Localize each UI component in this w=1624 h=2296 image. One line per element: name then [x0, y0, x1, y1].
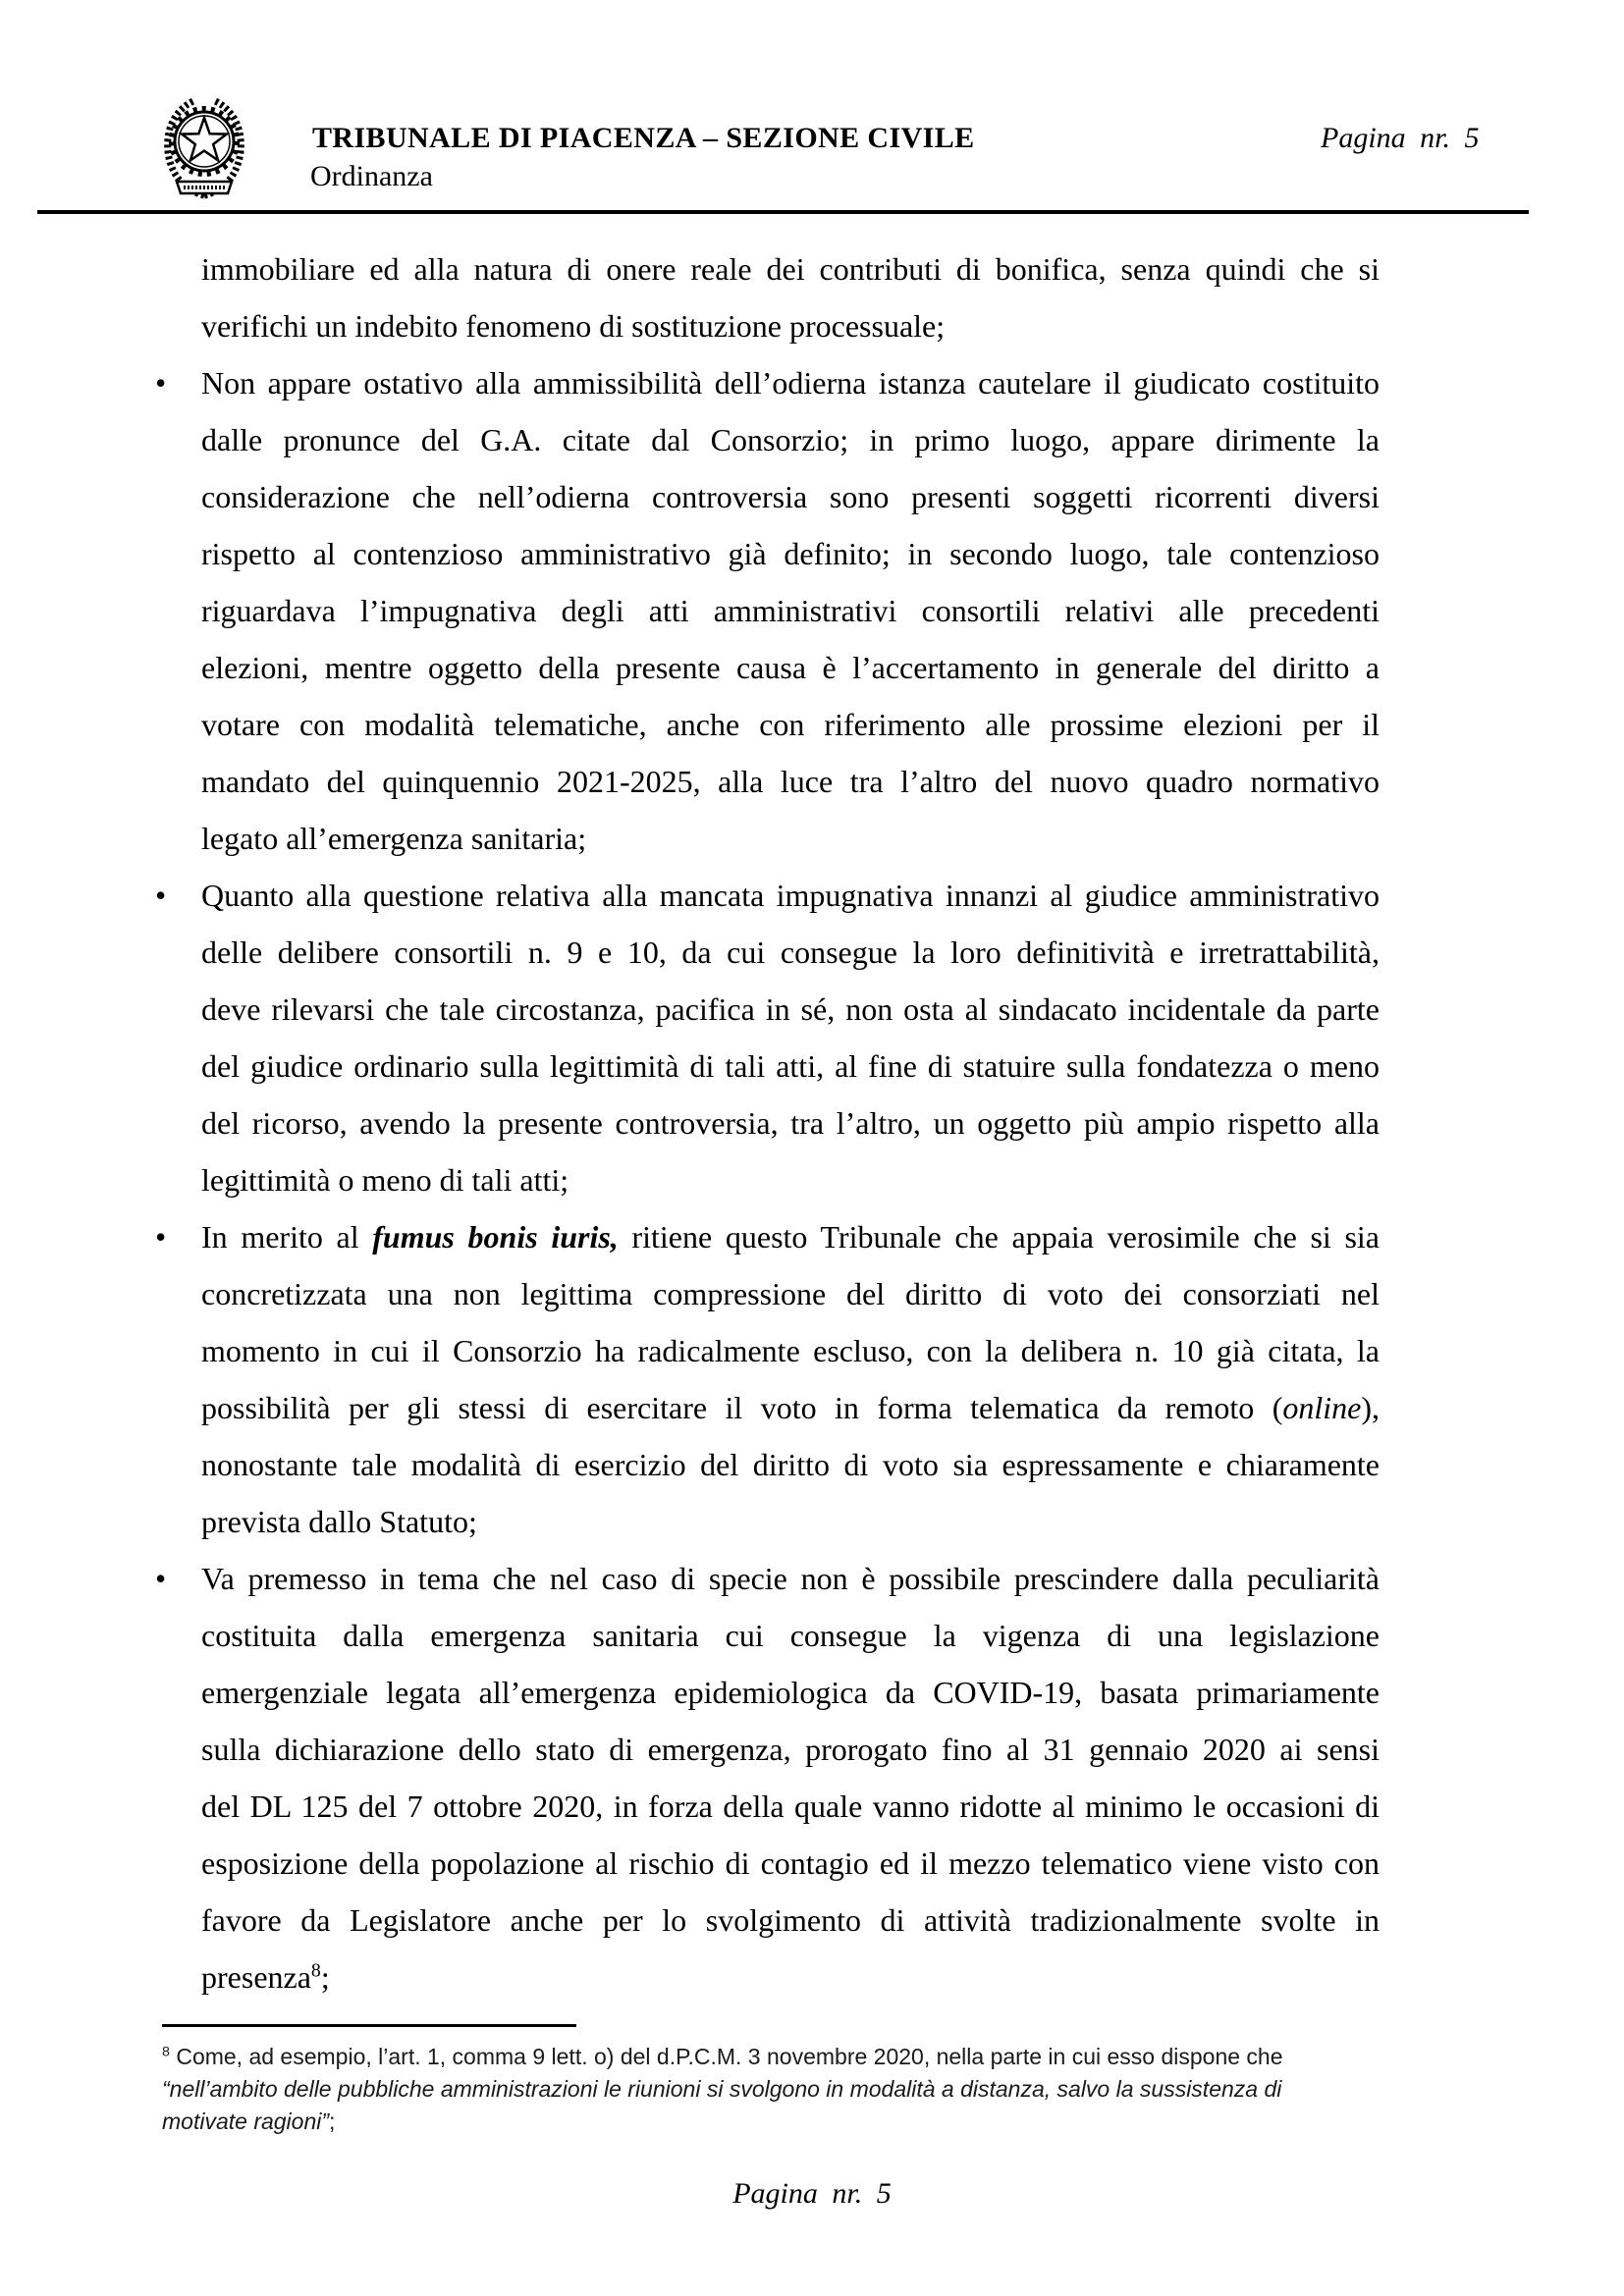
text-segment: nonostante tale modalità di esercizio del diritto di voto sia espressamente e chiaramente: [201, 1447, 1380, 1482]
bullet-marker: •: [155, 1561, 167, 1596]
body-line: [201, 1038, 1380, 1095]
header-divider: [37, 210, 1529, 214]
text-segment: Va premesso in tema che nel caso di specie non è possibile prescindere dalla peculiarità: [201, 1561, 1380, 1596]
text-segment: momento in cui il Consorzio ha radicalmente escluso, con la delibera n. 10 già citata, la: [201, 1333, 1380, 1368]
body-line: [155, 867, 1380, 924]
body-line: [201, 1721, 1380, 1778]
text-segment: riguardava l’impugnativa degli atti amministrativi consortili relativi alle precedenti: [201, 593, 1380, 628]
body-line: [201, 753, 1380, 810]
text-segment: votare con modalità telematiche, anche con riferimento alle prossime elezioni per il: [201, 707, 1380, 742]
text-segment: ritiene questo Tribunale che appaia verosimile che si sia: [618, 1219, 1380, 1255]
text-segment: prevista dallo Statuto;: [201, 1504, 477, 1539]
body-line: [201, 297, 1380, 354]
text-segment: Non appare ostativo alla ammissibilità dell’odierna istanza cautelare il giudicato costituito: [201, 365, 1380, 400]
text-segment: costituita dalla emergenza sanitaria cui consegue la vigenza di una legislazione: [201, 1618, 1380, 1653]
body-line: [201, 525, 1380, 582]
text-segment: deve rilevarsi che tale circostanza, pacifica in sé, non osta al sindacato incidentale da parte: [201, 991, 1380, 1027]
text-segment: legittimità o meno di tali atti;: [201, 1162, 569, 1198]
body-line: [201, 696, 1380, 753]
body-line: [201, 1892, 1380, 1949]
text-segment: Come, ad esempio, l’art. 1, comma 9 lett. o) del d.P.C.M. 3 novembre 2020, nella parte in cui esso dispone che: [169, 2044, 1283, 2069]
body-line: [201, 1095, 1380, 1151]
body-line: [201, 1322, 1380, 1379]
text-segment: legato all’emergenza sanitaria;: [201, 821, 587, 856]
body-line: [201, 1607, 1380, 1664]
body-line: [155, 1208, 1380, 1265]
text-segment: presenza: [201, 1959, 311, 1995]
text-segment-sup: 8: [162, 2044, 170, 2060]
text-segment: In merito al: [201, 1219, 373, 1255]
body-line: [201, 1778, 1380, 1835]
italian-republic-emblem-icon: [155, 95, 253, 200]
body-line: [201, 1151, 1380, 1208]
text-segment-sup: 8: [310, 1959, 321, 1982]
text-segment: sulla dichiarazione dello stato di emergenza, prorogato fino al 31 gennaio 2020 ai sensi: [201, 1732, 1380, 1767]
text-segment: Quanto alla questione relativa alla mancata impugnativa innanzi al giudice amministrativo: [201, 878, 1380, 913]
text-segment: rispetto al contenzioso amministrativo già definito; in secondo luogo, tale contenzioso: [201, 536, 1380, 571]
ordinance-body: [155, 240, 1380, 2005]
body-line: [201, 1379, 1380, 1436]
text-segment: ;: [320, 1959, 330, 1995]
body-line: [155, 1550, 1380, 1607]
body-line: [201, 1493, 1380, 1550]
court-title: TRIBUNALE DI PIACENZA – SEZIONE CIVILE: [312, 122, 975, 154]
body-line: [201, 1436, 1380, 1493]
text-segment: del ricorso, avendo la presente controversia, tra l’altro, un oggetto più ampio rispetto alla: [201, 1105, 1380, 1141]
bullet-marker: •: [155, 878, 167, 913]
body-line: [201, 981, 1380, 1038]
text-segment: mandato del quinquennio 2021-2025, alla luce tra l’altro del nuovo quadro normativo: [201, 764, 1380, 799]
text-segment: delle delibere consortili n. 9 e 10, da cui consegue la loro definitività e irretrattabilità,: [201, 934, 1380, 970]
footnote-separator: [162, 2024, 576, 2027]
body-line: [201, 1664, 1380, 1721]
body-line: [201, 1835, 1380, 1892]
bullet-marker: •: [155, 1219, 167, 1255]
text-segment-i: motivate ragioni”: [162, 2109, 330, 2134]
text-segment: possibilità per gli stessi di esercitare il voto in forma telematica da remoto (: [201, 1390, 1283, 1425]
text-segment: considerazione che nell’odierna controversia sono presenti soggetti ricorrenti diversi: [201, 479, 1380, 514]
body-line: [201, 810, 1380, 867]
body-line: [155, 354, 1380, 411]
body-line: [201, 1265, 1380, 1322]
body-line: [201, 582, 1380, 639]
body-line: [201, 1949, 1380, 2005]
footnote-line: [162, 2041, 1389, 2073]
text-segment-bi: fumus bonis iuris,: [372, 1219, 619, 1255]
body-line: [201, 411, 1380, 468]
body-line: [201, 924, 1380, 981]
footnote-line: [162, 2073, 1389, 2106]
text-segment: elezioni, mentre oggetto della presente causa è l’accertamento in generale del diritto a: [201, 650, 1380, 685]
text-segment-i: “nell’ambito delle pubbliche amministrazioni le riunioni si svolgono in modalità a distanza, salvo la sussistenza di: [162, 2076, 1282, 2102]
footer-page-number: Pagina nr. 5: [732, 2177, 892, 2210]
text-segment: ),: [1361, 1390, 1380, 1425]
document-type-label: Ordinanza: [310, 160, 433, 192]
text-segment: concretizzata una non legittima compressione del diritto di voto dei consorziati nel: [201, 1276, 1380, 1311]
text-segment-i: online: [1282, 1390, 1362, 1425]
text-segment: del giudice ordinario sulla legittimità di tali atti, al fine di statuire sulla fondatezza o meno: [201, 1048, 1380, 1084]
text-segment: esposizione della popolazione al rischio di contagio ed il mezzo telematico viene visto con: [201, 1845, 1380, 1881]
footnote-line: [162, 2106, 1389, 2138]
text-segment: emergenziale legata all’emergenza epidemiologica da COVID-19, basata primariamente: [201, 1675, 1380, 1710]
header-page-number: Pagina nr. 5: [1321, 122, 1480, 154]
body-line: [201, 639, 1380, 696]
text-segment: dalle pronunce del G.A. citate dal Consorzio; in primo luogo, appare dirimente la: [201, 422, 1380, 457]
text-segment: favore da Legislatore anche per lo svolgimento di attività tradizionalmente svolte in: [201, 1902, 1380, 1938]
text-segment: immobiliare ed alla natura di onere reale dei contributi di bonifica, senza quindi che si: [201, 251, 1380, 287]
text-segment: del DL 125 del 7 ottobre 2020, in forza della quale vanno ridotte al minimo le occasioni di: [201, 1789, 1380, 1824]
bullet-marker: •: [155, 365, 167, 400]
footnote: [162, 2041, 1389, 2138]
body-line: [201, 240, 1380, 297]
text-segment: verifichi un indebito fenomeno di sostituzione processuale;: [201, 308, 946, 344]
text-segment: ;: [329, 2109, 336, 2134]
body-line: [201, 468, 1380, 525]
